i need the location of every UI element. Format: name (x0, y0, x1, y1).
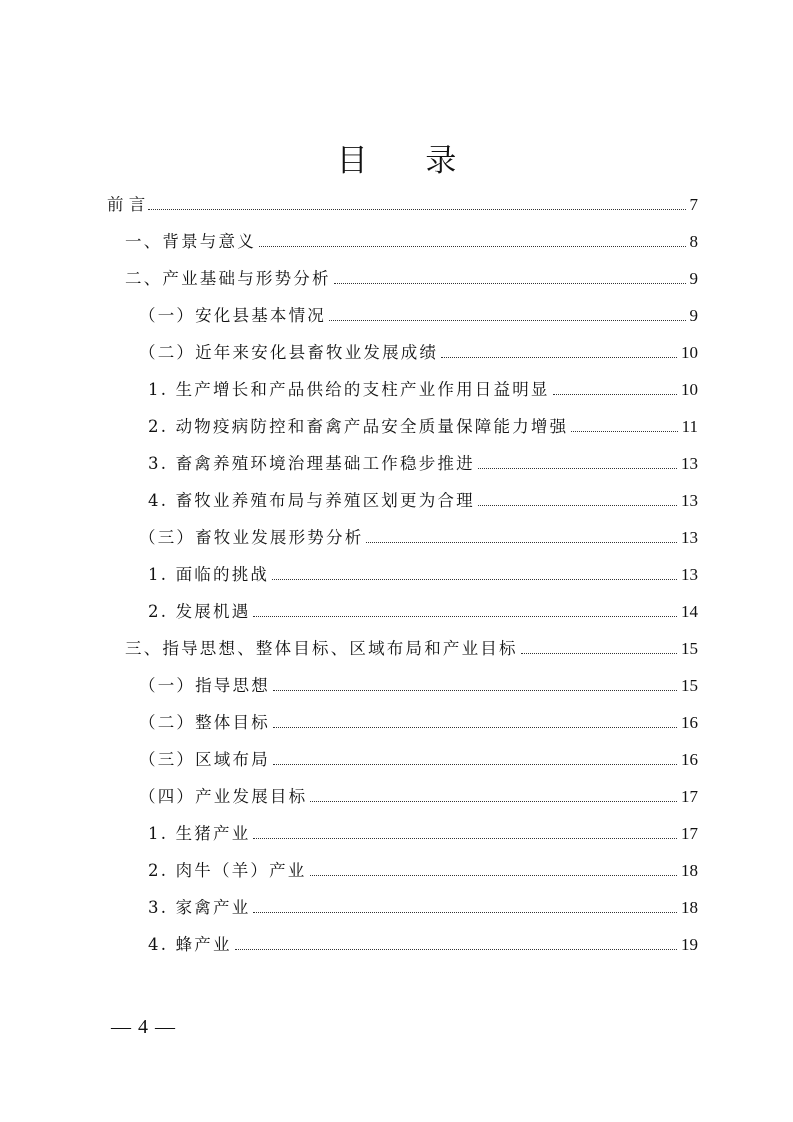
toc-page-number: 9 (689, 269, 698, 288)
toc-dot-leader (571, 431, 677, 432)
toc-dot-leader (148, 209, 685, 210)
toc-dot-leader (253, 912, 677, 913)
toc-entry-label: 1. 生产增长和产品供给的支柱产业作用日益明显 (148, 380, 550, 399)
toc-dot-leader (329, 320, 686, 321)
toc-entry-section-2-2-3[interactable] (148, 449, 698, 475)
toc-entry-section-1[interactable] (125, 227, 698, 253)
toc-entry-label: 前 言 (107, 195, 146, 214)
toc-entry-label: 2. 动物疫病防控和畜禽产品安全质量保障能力增强 (148, 417, 569, 436)
toc-page-number: 14 (681, 602, 698, 621)
toc-entry-label: 二、产业基础与形势分析 (125, 269, 331, 288)
toc-dot-leader (478, 505, 677, 506)
page-number-footer: — 4 — (111, 1016, 176, 1038)
toc-dot-leader (273, 764, 677, 765)
toc-dot-leader (272, 579, 677, 580)
toc-entry-label: （二）近年来安化县畜牧业发展成绩 (139, 343, 439, 362)
toc-entry-label: 1. 生猪产业 (148, 824, 251, 843)
toc-entry-label: 3. 畜禽养殖环境治理基础工作稳步推进 (148, 454, 475, 473)
toc-page-number: 16 (681, 750, 698, 769)
toc-entry-label: 4. 蜂产业 (148, 935, 232, 954)
toc-entry-section-2-3[interactable] (139, 523, 698, 549)
toc-entry-section-2-3-1[interactable] (148, 560, 698, 586)
toc-dot-leader (553, 394, 677, 395)
toc-entry-section-3-4-3[interactable] (148, 893, 698, 919)
toc-entry-label: （四）产业发展目标 (139, 787, 308, 806)
toc-page-number: 9 (689, 306, 698, 325)
toc-entry-section-2-2-4[interactable] (148, 486, 698, 512)
toc-dot-leader (310, 875, 678, 876)
toc-page-number: 17 (681, 787, 698, 806)
toc-dot-leader (334, 283, 686, 284)
toc-page-number: 18 (681, 861, 698, 880)
toc-dot-leader (441, 357, 677, 358)
toc-page-number: 10 (681, 343, 698, 362)
toc-page-number: 15 (681, 676, 698, 695)
toc-entry-label: 一、背景与意义 (125, 232, 256, 251)
toc-dot-leader (273, 690, 677, 691)
toc-dot-leader (253, 616, 677, 617)
toc-page-number: 7 (689, 195, 698, 214)
toc-page-number: 11 (681, 417, 698, 436)
toc-entry-section-3-4-2[interactable] (148, 856, 698, 882)
toc-page-number: 8 (689, 232, 698, 251)
toc-entry-preface[interactable] (107, 190, 698, 216)
toc-entry-section-3-3[interactable] (139, 745, 698, 771)
toc-entry-label: （三）畜牧业发展形势分析 (139, 528, 364, 547)
toc-entry-label: 三、指导思想、整体目标、区域布局和产业目标 (125, 639, 518, 658)
toc-entry-section-3-4-4[interactable] (148, 930, 698, 956)
toc-dot-leader (253, 838, 677, 839)
toc-entry-label: 4. 畜牧业养殖布局与养殖区划更为合理 (148, 491, 475, 510)
toc-entry-section-2-2-2[interactable] (148, 412, 698, 438)
toc-entry-label: 2. 肉牛（羊）产业 (148, 861, 307, 880)
toc-page-number: 16 (681, 713, 698, 732)
toc-dot-leader (235, 949, 677, 950)
toc-page-number: 17 (681, 824, 698, 843)
toc-entry-section-2-3-2[interactable] (148, 597, 698, 623)
toc-entry-label: 1. 面临的挑战 (148, 565, 270, 584)
toc-entry-section-3-4-1[interactable] (148, 819, 698, 845)
toc-entry-section-2-1[interactable] (139, 301, 698, 327)
page-title: 目 录 (336, 143, 481, 179)
toc-dot-leader (478, 468, 677, 469)
toc-page-number: 18 (681, 898, 698, 917)
toc-page-number: 15 (681, 639, 698, 658)
toc-entry-label: （一）指导思想 (139, 676, 270, 695)
toc-entry-label: （三）区域布局 (139, 750, 270, 769)
toc-dot-leader (259, 246, 686, 247)
toc-entry-section-2-2[interactable] (139, 338, 698, 364)
toc-entry-section-3[interactable] (125, 634, 698, 660)
toc-page-number: 13 (681, 528, 698, 547)
toc-entry-label: （一）安化县基本情况 (139, 306, 326, 325)
toc-page-number: 13 (681, 454, 698, 473)
toc-dot-leader (273, 727, 677, 728)
toc-entry-label: 3. 家禽产业 (148, 898, 251, 917)
toc-dot-leader (366, 542, 677, 543)
toc-dot-leader (310, 801, 677, 802)
toc-dot-leader (521, 653, 677, 654)
toc-page-number: 19 (681, 935, 698, 954)
toc-entry-label: 2. 发展机遇 (148, 602, 251, 621)
toc-entry-section-3-4[interactable] (139, 782, 698, 808)
toc-entry-section-2-2-1[interactable] (148, 375, 698, 401)
toc-entry-section-3-1[interactable] (139, 671, 698, 697)
toc-entry-section-3-2[interactable] (139, 708, 698, 734)
toc-page-number: 13 (681, 491, 698, 510)
toc-page-number: 13 (681, 565, 698, 584)
toc-page-number: 10 (681, 380, 698, 399)
toc-entry-section-2[interactable] (125, 264, 698, 290)
toc-entry-label: （二）整体目标 (139, 713, 270, 732)
